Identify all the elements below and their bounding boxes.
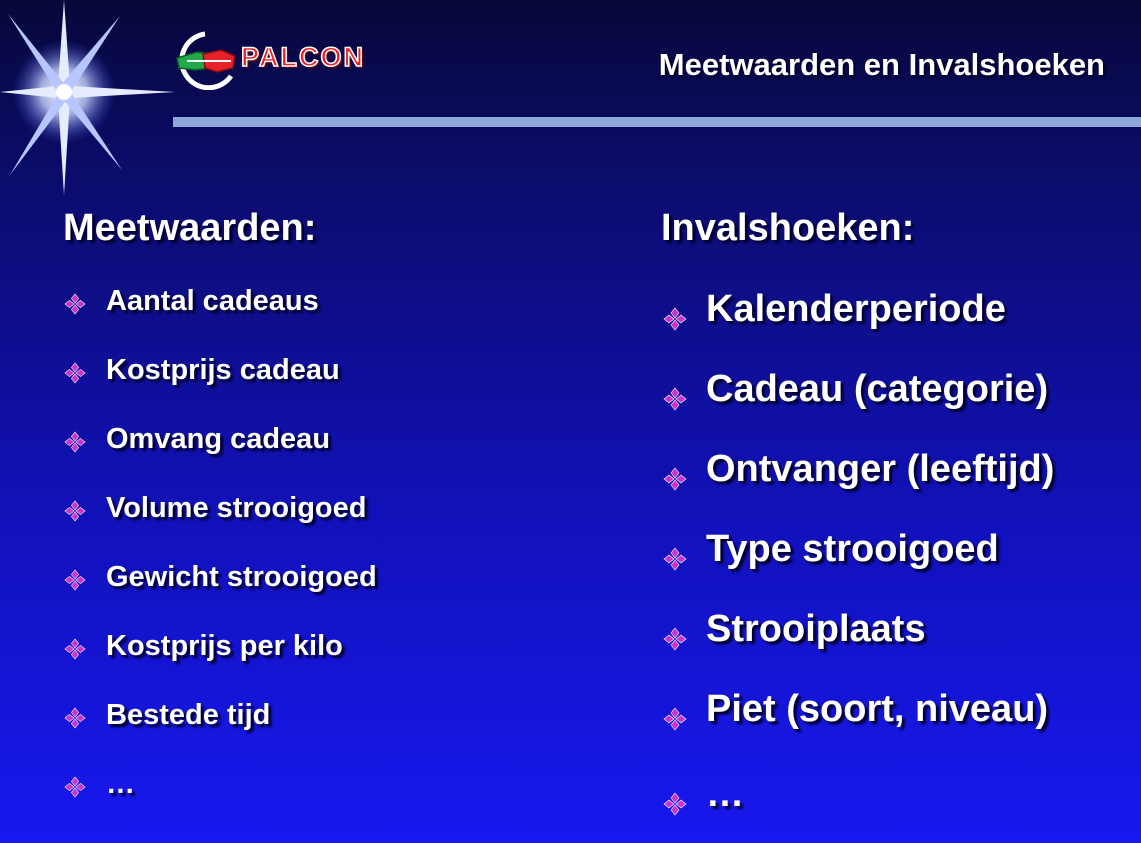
four-diamond-bullet-icon	[64, 290, 86, 312]
list-item-text: Kostprijs per kilo	[106, 630, 343, 662]
four-diamond-bullet-icon	[663, 458, 687, 482]
four-diamond-bullet-icon	[64, 635, 86, 657]
title-divider	[173, 117, 1141, 127]
four-diamond-bullet-icon	[663, 298, 687, 322]
list-item-text: Aantal cadeaus	[106, 285, 319, 317]
four-diamond-bullet-icon	[64, 704, 86, 726]
list-item-text: Bestede tijd	[106, 699, 271, 731]
left-column-heading: Meetwaarden:	[63, 207, 317, 249]
list-item-text: Strooiplaats	[706, 608, 926, 650]
four-diamond-bullet-icon	[64, 773, 86, 795]
four-diamond-bullet-icon	[663, 698, 687, 722]
four-diamond-bullet-icon	[64, 359, 86, 381]
list-item-text: Cadeau (categorie)	[706, 368, 1049, 410]
list-item-text: …	[106, 768, 135, 800]
four-diamond-bullet-icon	[663, 538, 687, 562]
starburst-icon	[0, 0, 175, 195]
list-item-text: Kalenderperiode	[706, 288, 1006, 330]
palcon-logo	[175, 28, 405, 90]
list-item-text: Piet (soort, niveau)	[706, 688, 1049, 730]
list-item-text: Kostprijs cadeau	[106, 354, 340, 386]
four-diamond-bullet-icon	[663, 618, 687, 642]
four-diamond-bullet-icon	[64, 428, 86, 450]
list-item-text: Omvang cadeau	[106, 423, 331, 455]
slide-title: Meetwaarden en Invalshoeken	[658, 47, 1105, 82]
right-column-heading: Invalshoeken:	[661, 207, 915, 249]
list-item-text: …	[706, 773, 744, 815]
logo-text: PALCON	[241, 42, 365, 72]
four-diamond-bullet-icon	[663, 783, 687, 807]
list-item-text: Ontvanger (leeftijd)	[706, 448, 1055, 490]
list-item-text: Gewicht strooigoed	[106, 561, 377, 593]
four-diamond-bullet-icon	[64, 566, 86, 588]
four-diamond-bullet-icon	[64, 497, 86, 519]
four-diamond-bullet-icon	[663, 378, 687, 402]
list-item-text: Type strooigoed	[706, 528, 999, 570]
list-item-text: Volume strooigoed	[106, 492, 367, 524]
